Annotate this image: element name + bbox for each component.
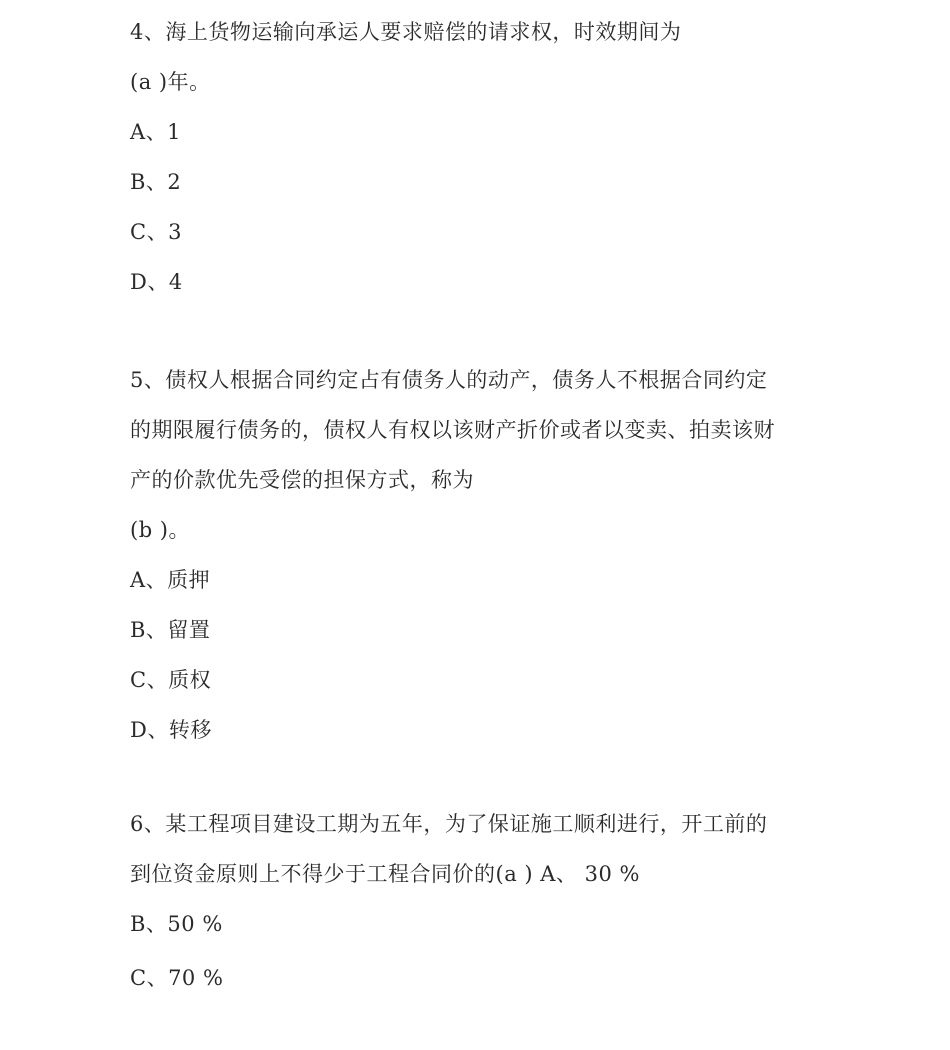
q6-stem-line-1: 6、某工程项目建设工期为五年，为了保证施工顺利进行，开工前的 xyxy=(130,812,768,836)
q5-option-b: B、留置 xyxy=(130,618,211,642)
q5-stem-line-2: 的期限履行债务的，债权人有权以该财产折价或者以变卖、拍卖该财 xyxy=(130,418,775,442)
q6-option-c: C、70 % xyxy=(130,966,224,990)
q4-option-d: D、4 xyxy=(130,270,183,294)
q5-stem-line-1: 5、债权人根据合同约定占有债务人的动产，债务人不根据合同约定 xyxy=(130,368,768,392)
q5-option-c: C、质权 xyxy=(130,668,212,692)
q5-option-a: A、质押 xyxy=(130,568,211,592)
q6-option-b: B、50 % xyxy=(130,912,223,936)
q4-option-b: B、2 xyxy=(130,170,182,194)
q5-stem-line-3: 产的价款优先受偿的担保方式，称为 xyxy=(130,468,474,492)
q4-option-c: C、3 xyxy=(130,220,182,244)
q6-stem-line-2: 到位资金原则上不得少于工程合同价的(a ) A、 30 % xyxy=(130,862,640,886)
q5-option-d: D、转移 xyxy=(130,718,212,742)
q4-stem-line-2: (a )年。 xyxy=(130,70,211,94)
q5-stem-line-4: (b )。 xyxy=(130,518,191,542)
q4-stem-line-1: 4、海上货物运输向承运人要求赔偿的请求权，时效期间为 xyxy=(130,20,682,44)
q4-option-a: A、1 xyxy=(130,120,182,144)
